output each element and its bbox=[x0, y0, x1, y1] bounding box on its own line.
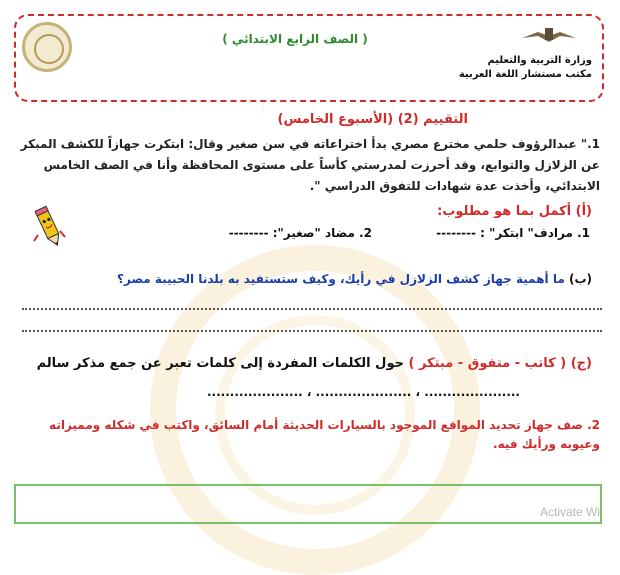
answer-line-1[interactable] bbox=[22, 308, 602, 310]
grade-title: ( الصف الرابع الابتدائي ) bbox=[222, 32, 368, 46]
question-c-text: حول الكلمات المفردة إلى كلمات تعبر عن جمع مذكر سالم bbox=[36, 356, 404, 371]
answer-box[interactable] bbox=[14, 484, 602, 524]
pencil-mascot-icon bbox=[32, 205, 66, 249]
ministry-block bbox=[459, 54, 592, 82]
question-c-label: (ج) ( كاتب - متفوق - مبتكر ) bbox=[408, 356, 592, 371]
activate-windows-watermark: Activate Wi bbox=[540, 505, 601, 519]
question-b-text: ما أهمية جهاز كشف الزلازل في رأيك، وكيف ستستفيد به بلدنا الحبيبة مصر؟ bbox=[117, 272, 565, 286]
assessment-title: التقييم (2) (الأسبوع الخامس) bbox=[277, 112, 468, 127]
answer-line-2[interactable] bbox=[22, 330, 602, 332]
question-a-items bbox=[169, 226, 590, 240]
question-a-item-1: 1. مرادف" ابتكر" : -------- bbox=[436, 226, 590, 240]
question-c-blanks[interactable]: ..................... ، ..................... ، ..................... bbox=[206, 385, 520, 399]
eagle-emblem-icon bbox=[518, 24, 580, 46]
question-a-title: (أ) أكمل بما هو مطلوب: bbox=[437, 204, 592, 219]
reading-passage: 1." عبدالرؤوف حلمي مخترع مصري بدأ اختراعاته في سن صغير وقال: ابتكرت جهازاً للكشف المبكر عن الزلازل والتوابع، وقد أحرزت لمدرستي كأساً على مستوى المحافظة وأنا في الصف الخامس الابتدائي، وأخذت عدة شهادات للتفوق الدراسي ". bbox=[20, 137, 600, 193]
question-c bbox=[37, 356, 592, 371]
question-b bbox=[117, 272, 592, 286]
question-a-item-2: 2. مضاد "صغير": -------- bbox=[228, 226, 372, 240]
seal-logo-icon bbox=[22, 22, 72, 72]
question-b-label: (ب) bbox=[568, 272, 592, 286]
ministry-name: وزارة التربية والتعليم bbox=[487, 55, 592, 66]
question-2: 2. صف جهاز تحديد المواقع الموجود بالسيارات الحديثة أمام السائق، واكتب في شكله ومميزاته وعيوبه ورأيك فيه. bbox=[49, 418, 600, 451]
office-name: مكتب مستشار اللغة العربية bbox=[458, 69, 592, 80]
